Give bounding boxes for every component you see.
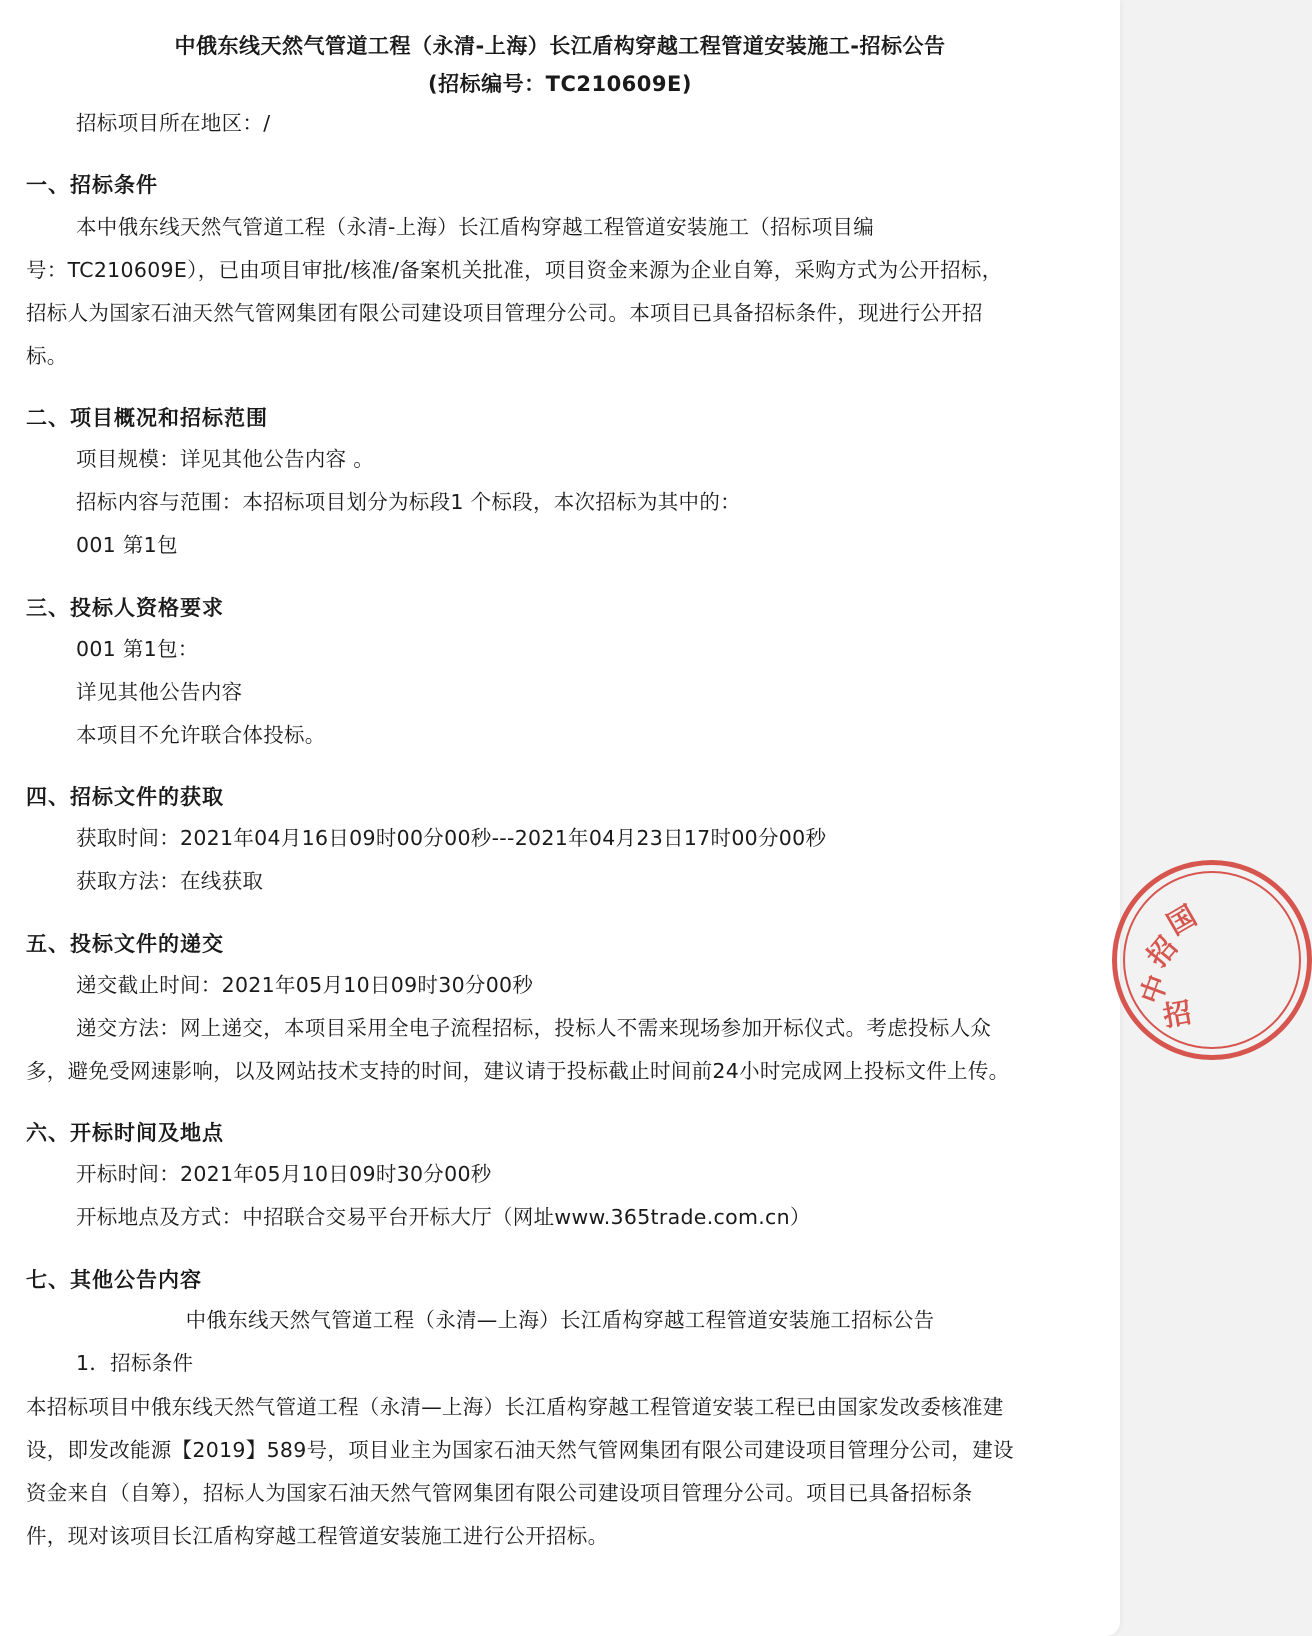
section-1-paragraph-line: 号：TC210609E），已由项目审批/核准/备案机关批准，项目资金来源为企业自筹，采购方式为公开招标， bbox=[26, 258, 1003, 282]
other-notice-paragraph-line: 本招标项目中俄东线天然气管道工程（永清—上海）长江盾构穿越工程管道安装工程已由国家发改委核准建 bbox=[26, 1395, 1004, 1419]
section-6-heading: 六、开标时间及地点 bbox=[26, 1121, 224, 1145]
section-4-heading: 四、招标文件的获取 bbox=[26, 785, 224, 809]
section-1-paragraph-line: 招标人为国家石油天然气管网集团有限公司建设项目管理分公司。本项目已具备招标条件，现进行公开招 bbox=[26, 301, 983, 325]
seal-lettering: 招 bbox=[1160, 995, 1194, 1034]
section-1-paragraph-line: 标。 bbox=[26, 344, 68, 368]
document-acquisition-method: 获取方法：在线获取 bbox=[76, 869, 264, 893]
official-seal bbox=[1112, 860, 1312, 1060]
project-scale: 项目规模：详见其他公告内容 。 bbox=[76, 447, 375, 471]
other-notice-item-heading: 1．招标条件 bbox=[76, 1351, 194, 1375]
qualification-detail: 详见其他公告内容 bbox=[76, 680, 243, 704]
consortium-note: 本项目不允许联合体投标。 bbox=[76, 723, 326, 747]
document-acquisition-time: 获取时间：2021年04月16日09时00分00秒---2021年04月23日17时00分00秒 bbox=[76, 826, 827, 850]
other-notice-subtitle: 中俄东线天然气管道工程（永清—上海）长江盾构穿越工程管道安装施工招标公告 bbox=[185, 1308, 935, 1332]
tender-scope: 招标内容与范围：本招标项目划分为标段1 个标段，本次招标为其中的： bbox=[76, 490, 741, 514]
bid-opening-place: 开标地点及方式：中招联合交易平台开标大厅（网址www.365trade.com.cn） bbox=[76, 1205, 811, 1229]
section-3-heading: 三、投标人资格要求 bbox=[26, 596, 224, 620]
qualification-package: 001 第1包： bbox=[76, 637, 199, 661]
submission-method-line: 多，避免受网速影响，以及网站技术支持的时间，建议请于投标截止时间前24小时完成网上投标文件上传。 bbox=[26, 1059, 1010, 1083]
submission-deadline: 递交截止时间：2021年05月10日09时30分00秒 bbox=[76, 973, 534, 997]
section-1-paragraph-line: 本中俄东线天然气管道工程（永清-上海）长江盾构穿越工程管道安装施工（招标项目编 bbox=[76, 215, 875, 239]
seal-lettering: 国 bbox=[1161, 899, 1203, 942]
other-notice-paragraph-line: 资金来自（自筹），招标人为国家石油天然气管网集团有限公司建设项目管理分公司。项目已具备招标条 bbox=[26, 1481, 973, 1505]
other-notice-paragraph-line: 设，即发改能源【2019】589号，项目业主为国家石油天然气管网集团有限公司建设项目管理分公司，建设 bbox=[26, 1438, 1014, 1462]
seal-lettering: 招 bbox=[1140, 930, 1184, 974]
section-2-heading: 二、项目概况和招标范围 bbox=[26, 406, 268, 430]
seal-lettering: 中 bbox=[1134, 970, 1175, 1009]
other-notice-paragraph-line: 件，现对该项目长江盾构穿越工程管道安装施工进行公开招标。 bbox=[26, 1524, 609, 1548]
tender-number: (招标编号：TC210609E) bbox=[428, 72, 692, 96]
submission-method-line: 递交方法：网上递交，本项目采用全电子流程招标，投标人不需来现场参加开标仪式。考虑投标人众 bbox=[76, 1016, 992, 1040]
lot-package: 001 第1包 bbox=[76, 533, 178, 557]
section-5-heading: 五、投标文件的递交 bbox=[26, 932, 224, 956]
section-7-heading: 七、其他公告内容 bbox=[26, 1268, 202, 1292]
document-title: 中俄东线天然气管道工程（永清-上海）长江盾构穿越工程管道安装施工-招标公告 bbox=[174, 34, 946, 58]
section-1-heading: 一、招标条件 bbox=[26, 173, 158, 197]
project-region: 招标项目所在地区：/ bbox=[76, 111, 271, 135]
bid-opening-time: 开标时间：2021年05月10日09时30分00秒 bbox=[76, 1162, 492, 1186]
